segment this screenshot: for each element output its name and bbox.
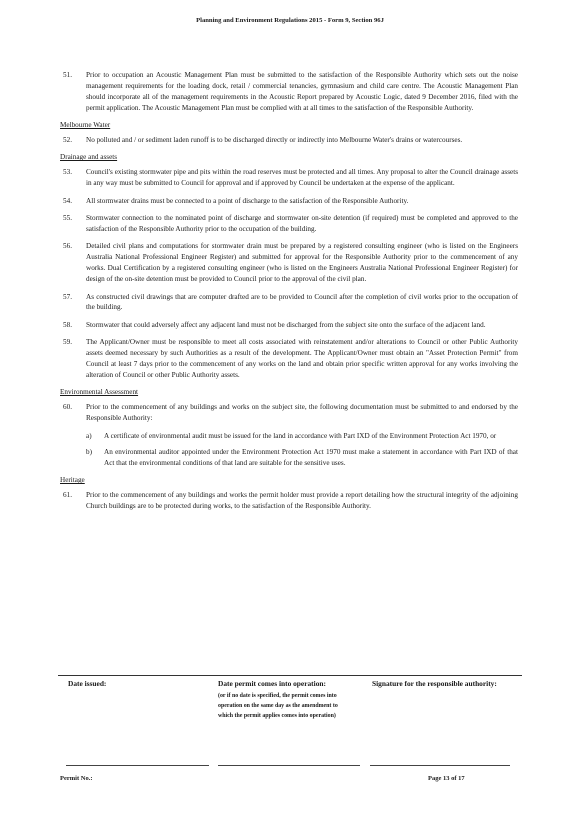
condition-text: Detailed civil plans and computations for stormwater drain must be prepared by a registered consulting engineer (who is listed on the Engineers Australia National Professional Engineer Register) and submitted for approval for the Responsible Authority prior to the commencement of any works. Dual Certification by a registered consulting engineer (who is listed on the Engineers Australia National Professional Engineer Register) for design of the on-site detention must be provided to Council prior to the approval of the civil plan. bbox=[86, 242, 518, 284]
condition-number: 53. bbox=[63, 168, 72, 177]
condition-number: 58. bbox=[63, 320, 72, 329]
condition-60 bbox=[60, 402, 518, 424]
signature-block-rule bbox=[58, 675, 522, 676]
condition-53 bbox=[60, 167, 518, 189]
sub-condition-letter: b) bbox=[86, 448, 92, 457]
condition-text: Stormwater connection to the nominated point of discharge and stormwater on-site detention (if required) must be completed and approved to the satisfaction of the Responsible Authority prior to the occupation of the building. bbox=[86, 214, 518, 233]
condition-54 bbox=[60, 196, 518, 207]
condition-text: Prior to occupation an Acoustic Management Plan must be submitted to the satisfaction of the Responsible Authority which sets out the noise management requirements for the loading dock, retail / commercial tenancies, gymnasium and child care centre. The Acoustic Management Plan should incorporate all of the management requirements in the Acoustic Report prepared by Acoustic Logic, dated 9 December 2016, filed with the permit application. The Acoustic Management Plan must be complied with at all times to the satisfaction of the Responsible Authority. bbox=[86, 71, 518, 112]
permit-number-label: Permit No.: bbox=[60, 775, 93, 782]
condition-number: 61. bbox=[63, 491, 72, 500]
page-number: Page 13 of 17 bbox=[428, 775, 465, 782]
date-permit-label: Date permit comes into operation: bbox=[218, 679, 326, 688]
section-heading-heritage: Heritage bbox=[60, 476, 85, 485]
condition-text: As constructed civil drawings that are computer drafted are to be provided to Council after the completion of civil works prior to the occupation of the building. bbox=[86, 292, 518, 312]
condition-57 bbox=[60, 292, 518, 314]
condition-text: Prior to the commencement of any buildings and works on the subject site, the following documentation must be submitted to and endorsed by the Responsible Authority: bbox=[86, 403, 518, 423]
date-permit-operation bbox=[218, 679, 348, 721]
page-header: Planning and Environment Regulations 2015 - Form 9, Section 96J bbox=[196, 17, 384, 24]
condition-text: No polluted and / or sediment laden runoff is to be discharged directly or indirectly into Melbourne Water's drains or watercourses. bbox=[86, 136, 463, 145]
condition-number: 52. bbox=[63, 136, 72, 145]
condition-number: 56. bbox=[63, 242, 72, 251]
condition-51 bbox=[60, 70, 518, 114]
condition-number: 55. bbox=[63, 214, 72, 223]
condition-number: 57. bbox=[63, 292, 72, 301]
signature-line bbox=[370, 765, 510, 766]
condition-number: 54. bbox=[63, 196, 72, 205]
condition-number: 60. bbox=[63, 403, 72, 412]
condition-text: All stormwater drains must be connected to a point of discharge to the satisfaction of the Responsible Authority. bbox=[86, 196, 409, 205]
date-permit-line bbox=[218, 765, 360, 766]
condition-60-b bbox=[60, 447, 518, 469]
date-issued-label: Date issued: bbox=[68, 679, 107, 688]
signature-label: Signature for the responsible authority: bbox=[372, 679, 497, 688]
sub-condition-text: A certificate of environmental audit must be issued for the land in accordance with Part IXD of the Environment Protection Act 1970, or bbox=[104, 431, 497, 440]
date-permit-note: (or if no date is specified, the permit comes into operation on the same day as the amendment to which the permit applies comes into operation) bbox=[218, 692, 338, 719]
condition-60-a bbox=[60, 431, 518, 442]
condition-text: Council's existing stormwater pipe and pits within the road reserves must be protected and all times. Any proposal to alter the Council drainage assets in any way must be submitted to Council for approval and if approved by Council be undertaken at the expense of the applicant. bbox=[86, 168, 518, 188]
condition-61 bbox=[60, 490, 518, 512]
section-heading-melbourne-water: Melbourne Water bbox=[60, 121, 111, 130]
condition-52 bbox=[60, 135, 518, 146]
condition-58 bbox=[60, 320, 518, 331]
section-heading-drainage: Drainage and assets bbox=[60, 153, 118, 162]
section-heading-environmental: Environmental Assessment bbox=[60, 388, 139, 397]
condition-56 bbox=[60, 241, 518, 285]
sub-condition-letter: a) bbox=[86, 431, 92, 440]
sub-condition-text: An environmental auditor appointed under the Environment Protection Act 1970 must make a statement in accordance with Part IXD of that Act that the environmental conditions of that land are suitable for the sensitive uses. bbox=[104, 448, 518, 468]
date-issued-line bbox=[66, 765, 209, 766]
condition-text: Prior to the commencement of any buildings and works the permit holder must provide a report detailing how the structural integrity of the adjoining Church buildings are to be protected during works, to the satisfaction of the Responsible Authority. bbox=[86, 491, 518, 511]
condition-55 bbox=[60, 213, 518, 235]
condition-number: 59. bbox=[63, 338, 72, 347]
condition-text: Stormwater that could adversely affect any adjacent land must not be discharged from the subject site onto the surface of the adjacent land. bbox=[86, 320, 486, 329]
condition-text: The Applicant/Owner must be responsible to meet all costs associated with reinstatement and/or alterations to Council or other Public Authority assets deemed necessary by such Authorities as a result of the development. The Applicant/Owner must obtain an "Asset Protection Permit" from Council at least 7 days prior to the commencement of any works on the land and obtain prior specific written approval for any works involving the alteration of Council or other Public Authority assets. bbox=[86, 338, 518, 379]
condition-59 bbox=[60, 337, 518, 381]
permit-conditions bbox=[60, 70, 518, 519]
condition-number: 51. bbox=[63, 71, 72, 79]
